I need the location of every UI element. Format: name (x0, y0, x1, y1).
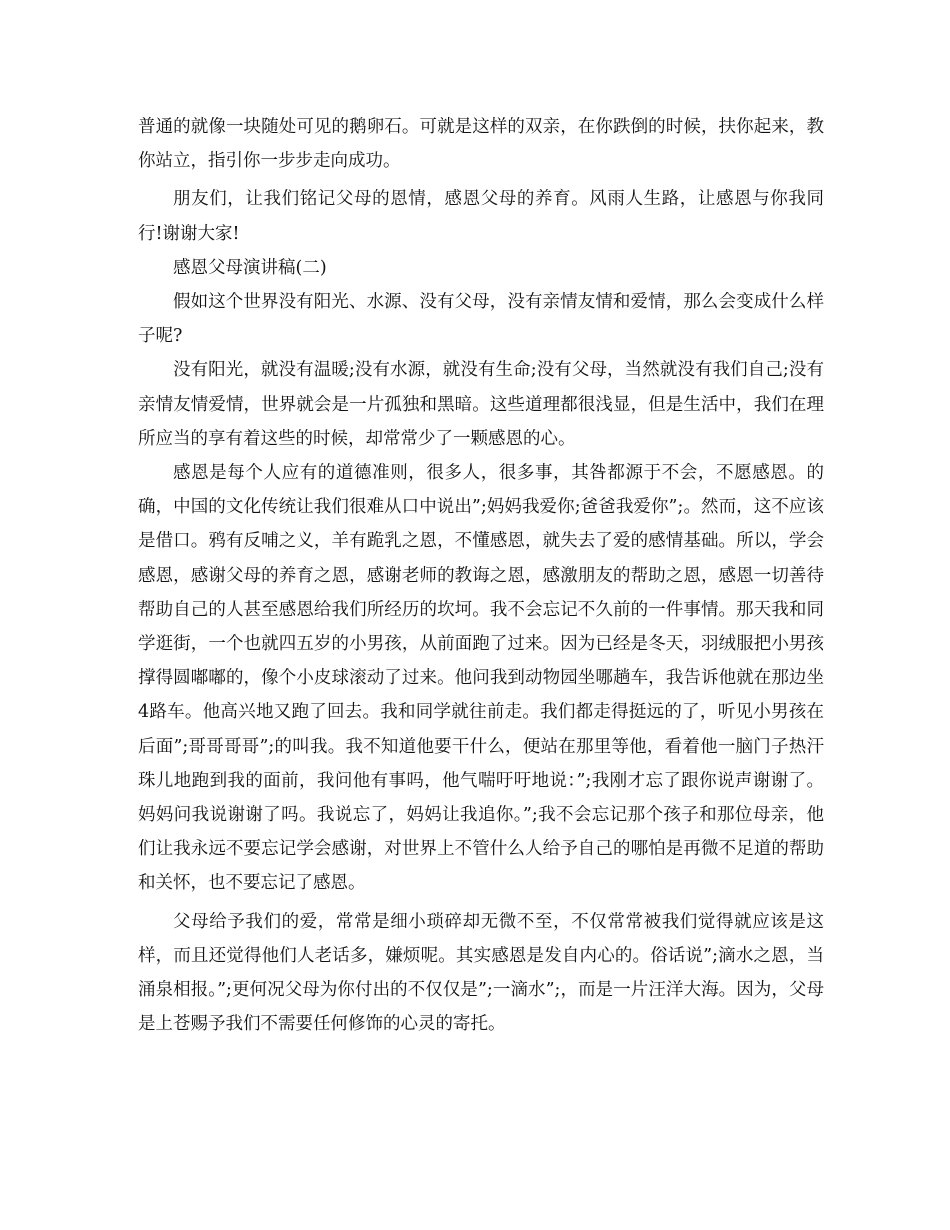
paragraph-6: 父母给予我们的爱，常常是细小琐碎却无微不至，不仅常常被我们觉得就应该是这样，而且还觉得他们人老话多，嫌烦呢。其实感恩是发自内心的。俗话说”;滴水之恩，当涌泉相报。”;更何况父母为你付出的不仅仅是”;一滴水”;，而是一片汪洋大海。因为，父母是上苍赐予我们不需要任何修饰的心灵的寄托。 (138, 911, 824, 1035)
paragraph-4: 没有阳光，就没有温暖;没有水源，就没有生命;没有父母，当然就没有我们自己;没有亲情友情爱情，世界就会是一片孤独和黑暗。这些道理都很浅显，但是生活中，我们在理所应当的享有着这些的时候，却常常少了一颗感恩的心。 (138, 360, 824, 449)
paragraph-2: 朋友们，让我们铭记父母的恩情，感恩父母的养育。风雨人生路，让感恩与你我同行!谢谢大家! (138, 189, 824, 244)
paragraph-1: 普通的就像一块随处可见的鹅卵石。可就是这样的双亲，在你跌倒的时候，扶你起来，教你站立，指引你一步步走向成功。 (138, 117, 824, 172)
document-body (138, 110, 824, 1041)
section-heading: 感恩父母演讲稿(二) (173, 257, 327, 278)
paragraph-3: 假如这个世界没有阳光、水源、没有父母，没有亲情友情和爱情，那么会变成什么样子呢? (138, 292, 824, 347)
paragraph-5: 感恩是每个人应有的道德准则，很多人，很多事，其咎都源于不会，不愿感恩。的确，中国的文化传统让我们很难从口中说出”;妈妈我爱你;爸爸我爱你”;。然而，这不应该是借口。鸦有反哺之义，羊有跪乳之恩，不懂感恩，就失去了爱的感情基础。所以，学会感恩，感谢父母的养育之恩，感谢老师的教诲之恩，感激朋友的帮助之恩，感恩一切善待帮助自己的人甚至感恩给我们所经历的坎坷。我不会忘记不久前的一件事情。那天我和同学逛街，一个也就四五岁的小男孩，从前面跑了过来。因为已经是冬天，羽绒服把小男孩撑得圆嘟嘟的，像个小皮球滚动了过来。他问我到动物园坐哪趟车，我告诉他就在那边坐4路车。他高兴地又跑了回去。我和同学就往前走。我们都走得挺远的了，听见小男孩在后面”;哥哥哥哥”;的叫我。我不知道他要干什么，便站在那里等他，看着他一脑门子热汗珠儿地跑到我的面前，我问他有事吗，他气喘吁吁地说：”;我刚才忘了跟你说声谢谢了。妈妈问我说谢谢了吗。我说忘了，妈妈让我追你。”;我不会忘记那个孩子和那位母亲，他们让我永远不要忘记学会感谢，对世界上不管什么人给予自己的哪怕是再微不足道的帮助和关怀，也不要忘记了感恩。 (138, 463, 824, 894)
